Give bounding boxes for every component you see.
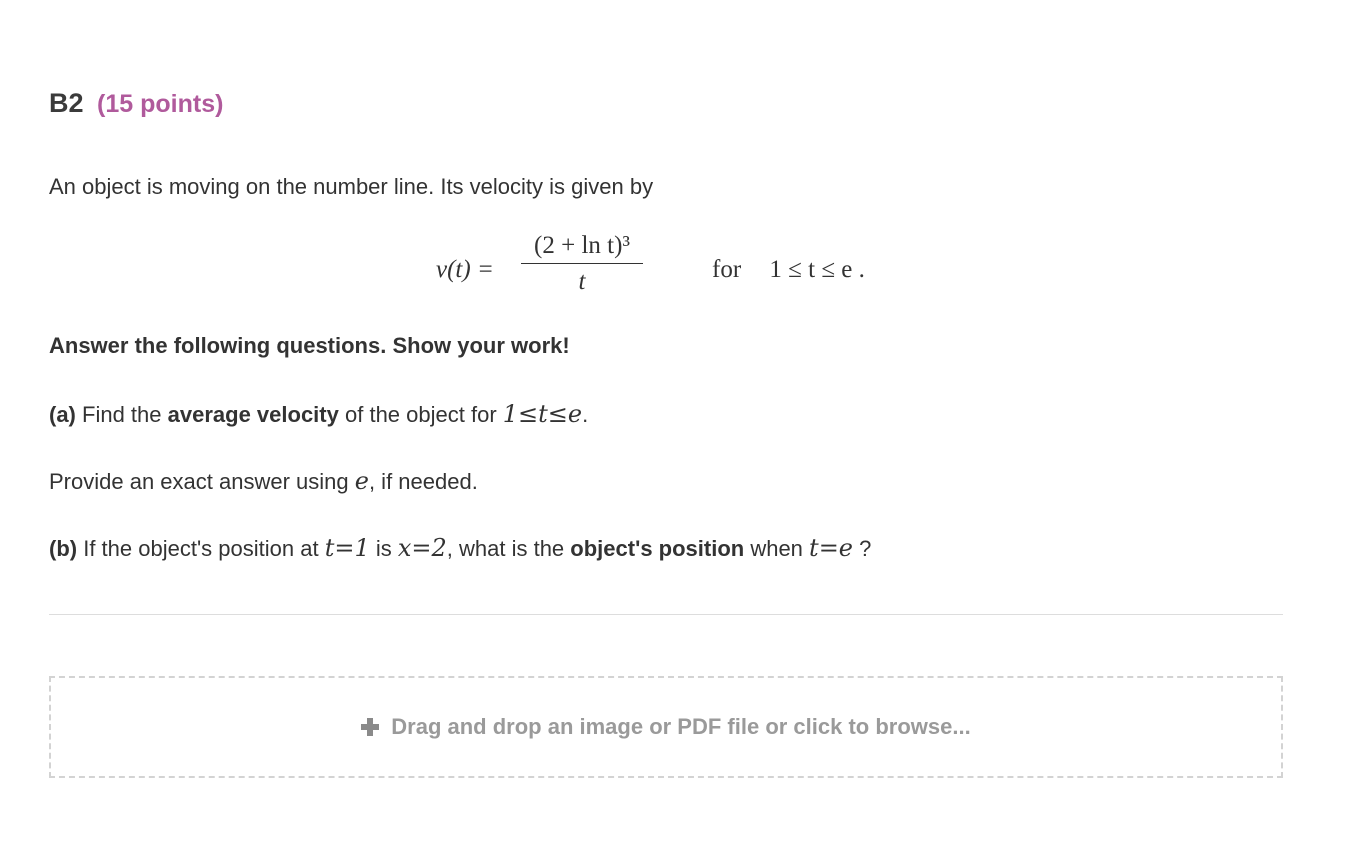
part-a-text-after: of the object for xyxy=(345,402,497,427)
section-divider xyxy=(49,614,1283,615)
formula-domain-clause xyxy=(712,256,865,284)
part-b-text1: If the object's position at xyxy=(83,536,319,561)
question-intro: An object is moving on the number line. Its velocity is given by xyxy=(49,174,654,199)
file-upload-dropzone[interactable] xyxy=(49,676,1283,778)
formula-lhs xyxy=(436,256,494,284)
plus-icon xyxy=(361,718,379,736)
question-id: B2 xyxy=(49,88,84,118)
formula-for-word: for xyxy=(712,256,742,283)
part-a-term: average velocity xyxy=(167,402,339,427)
question-header xyxy=(49,88,223,119)
part-b-text3: , what is the xyxy=(446,536,565,561)
part-b-text2: is xyxy=(375,536,392,561)
part-b-term: object's position xyxy=(570,536,745,561)
formula-denominator: t xyxy=(578,268,586,295)
part-b-math2: x=2 xyxy=(397,534,447,562)
part-a-end: . xyxy=(582,402,589,427)
formula-numerator: (2 + ln t)³ xyxy=(534,232,630,259)
part-b-text4: when xyxy=(750,536,803,561)
formula-fraction xyxy=(521,232,643,296)
dropzone-label: Drag and drop an image or PDF file or click to browse... xyxy=(391,714,971,739)
exact-note-after: , if needed. xyxy=(368,469,478,494)
exact-note-before: Provide an exact answer using xyxy=(49,469,349,494)
exact-answer-note xyxy=(49,467,478,495)
part-a-math: 1≤t≤e xyxy=(502,400,583,428)
part-b xyxy=(49,534,871,562)
part-b-math3: t=e xyxy=(809,534,854,562)
part-a-text-before: Find the xyxy=(82,402,162,427)
part-a-label: (a) xyxy=(49,402,76,427)
formula-domain: 1 ≤ t ≤ e . xyxy=(769,256,865,283)
velocity-formula xyxy=(49,232,1283,302)
part-b-math1: t=1 xyxy=(324,534,370,562)
part-a xyxy=(49,400,588,428)
fraction-bar xyxy=(521,263,643,264)
formula-lhs-text: v(t) = xyxy=(436,256,494,283)
exact-note-math: e xyxy=(354,467,369,495)
part-b-label: (b) xyxy=(49,536,78,561)
instructions: Answer the following questions. Show your work! xyxy=(49,333,570,358)
question-points: (15 points) xyxy=(97,90,224,118)
part-b-end: ? xyxy=(859,536,872,561)
dropzone-content xyxy=(361,714,970,740)
